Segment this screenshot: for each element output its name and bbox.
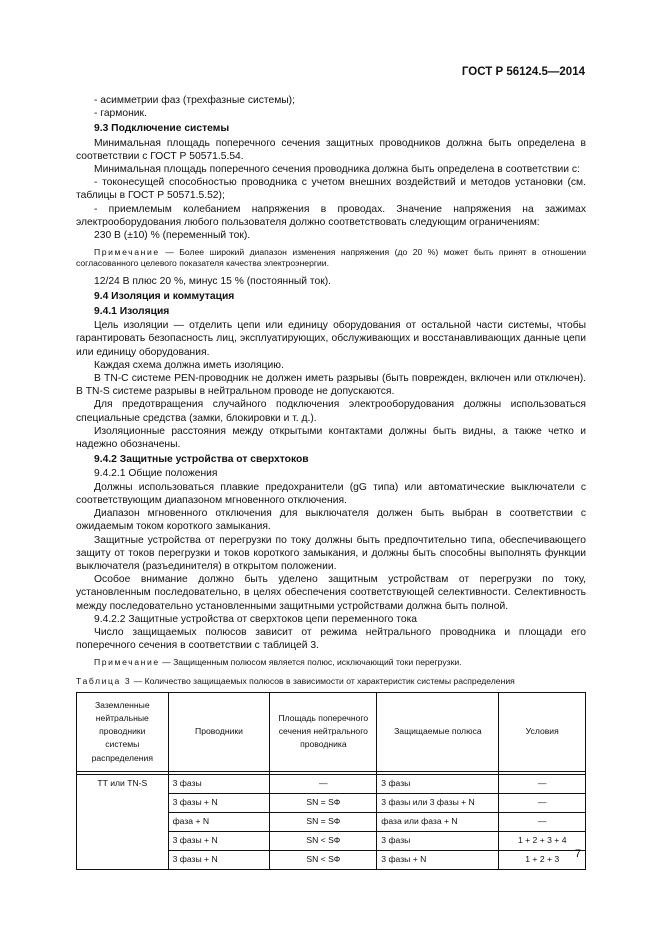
list-item: - гармоник. bbox=[94, 108, 147, 120]
cell: — bbox=[499, 774, 586, 793]
cell: — bbox=[270, 774, 377, 793]
group-cell: ТТ или TN-S bbox=[77, 774, 169, 869]
note bbox=[76, 657, 586, 668]
page-number: 7 bbox=[574, 848, 581, 860]
cell: 3 фазы bbox=[377, 831, 499, 850]
table-header-row bbox=[77, 692, 586, 771]
paragraph: 12/24 В плюс 20 %, минус 15 % (постоянный ток). bbox=[94, 275, 332, 287]
paragraph: Каждая схема должна иметь изоляцию. bbox=[94, 359, 284, 371]
note-label: Примечание bbox=[94, 247, 160, 258]
paragraph: Для предотвращения случайного подключения электрооборудования должны использоваться специальные средства (замки, блокировки и т. д.). bbox=[76, 399, 586, 424]
subsection-heading: 9.4.2 Защитные устройства от сверхтоков bbox=[94, 454, 309, 466]
note-label: Примечание bbox=[94, 657, 160, 668]
list-item: - асимметрии фаз (трехфазные системы); bbox=[94, 95, 295, 106]
document-header: ГОСТ Р 56124.5—2014 bbox=[461, 66, 585, 78]
paragraph: Минимальная площадь поперечного сечения проводника должна быть определена в соответствии с: bbox=[94, 164, 580, 176]
paragraph: 230 В (±10) % (переменный ток). bbox=[94, 230, 251, 242]
cell: 3 фазы или 3 фазы + N bbox=[377, 793, 499, 812]
table-label: Таблица 3 bbox=[76, 675, 132, 686]
table-row bbox=[77, 774, 586, 793]
cell: — bbox=[499, 812, 586, 831]
note bbox=[76, 247, 586, 269]
col-header-section: Площадь поперечного сечения нейтрального проводника bbox=[270, 692, 377, 771]
page-content bbox=[76, 94, 586, 870]
cell: SN = SФ bbox=[270, 812, 377, 831]
section-heading: 9.3 Подключение системы bbox=[94, 123, 230, 135]
paragraph: Диапазон мгновенного отключения для выключателя должен быть выбран в соответствии с ожидаемым током короткого замыкания. bbox=[76, 508, 586, 533]
note-text: — Более широкий диапазон изменения напряжения (до 20 %) может быть принят в отношении согласованного целевого показателя качества электроэнергии. bbox=[76, 247, 586, 269]
col-header-conditions: Условия bbox=[499, 692, 586, 771]
list-item: - токонесущей способностью проводника с учетом внешних воздействий и методов установки (см. таблицы в ГОСТ Р 50571.5.52); bbox=[76, 177, 586, 202]
clause-heading: 9.4.2.2 Защитные устройства от сверхтоков цепи переменного тока bbox=[94, 613, 418, 625]
section-heading: 9.4 Изоляция и коммутация bbox=[94, 290, 235, 302]
cell: 3 фазы + N bbox=[377, 850, 499, 869]
note-text: — Защищенным полюсом является полюс, исключающий токи перегрузки. bbox=[159, 657, 462, 668]
cell: 1 + 2 + 3 bbox=[499, 850, 586, 869]
paragraph: Изоляционные расстояния между открытыми контактами должны быть видны, а также четко и надежно обозначены. bbox=[76, 425, 586, 451]
cell: SN < SФ bbox=[270, 850, 377, 869]
cell: фаза или фаза + N bbox=[377, 812, 499, 831]
paragraph: Особое внимание должно быть уделено защитным устройствам от перегрузки по току, установленным последовательно, в целях обеспечения соответствующей селективности. Селективность между последовательно установленными защитными устройствами должна быть полной. bbox=[76, 574, 586, 612]
cell: SN = SФ bbox=[270, 793, 377, 812]
cell: 1 + 2 + 3 + 4 bbox=[499, 831, 586, 850]
paragraph: Минимальная площадь поперечного сечения защитных проводников должна быть определена в соответствии с ГОСТ Р 50571.5.54. bbox=[76, 137, 586, 162]
cell: 3 фазы bbox=[377, 774, 499, 793]
cell: 3 фазы bbox=[168, 774, 270, 793]
col-header-neutral: Заземленные нейтральные проводники системы распределения bbox=[77, 692, 169, 771]
cell: 3 фазы + N bbox=[168, 831, 270, 850]
paragraph: В TN-С системе PEN-проводник не должен иметь разрывы (быть поврежден, включен или отключен). В TN-S системе разрывы в нейтральном проводе не допускаются. bbox=[76, 373, 586, 398]
table-caption-text: — Количество защищаемых полюсов в зависимости от характеристик системы распределения bbox=[131, 675, 515, 686]
col-header-poles: Защищаемые полюса bbox=[377, 692, 499, 771]
clause-heading: 9.4.2.1 Общие положения bbox=[94, 468, 218, 480]
paragraph: Число защищаемых полюсов зависит от режима нейтрального проводника и площади его поперечного сечения в соответствии с таблицей 3. bbox=[76, 626, 586, 652]
col-header-conductors: Проводники bbox=[168, 692, 270, 771]
list-item: - приемлемым колебанием напряжения в проводах. Значение напряжения на зажимах электрооборудования любого пользователя должно соответствовать следующим ограничениям: bbox=[76, 203, 586, 228]
cell: 3 фазы + N bbox=[168, 793, 270, 812]
cell: — bbox=[499, 793, 586, 812]
cell: фаза + N bbox=[168, 812, 270, 831]
table-caption bbox=[76, 675, 586, 688]
poles-table bbox=[76, 692, 586, 870]
paragraph: Защитные устройства от перегрузки по току должны быть предпочтительно типа, обеспечивающего защиту от токов перегрузки и токов короткого замыкания, и должны быть способны выполнять функции выключателя (разъединителя) в открытом положении. bbox=[76, 534, 586, 572]
cell: 3 фазы + N bbox=[168, 850, 270, 869]
cell: SN < SФ bbox=[270, 831, 377, 850]
paragraph: Цель изоляции — отделить цепи или единицу оборудования от остальной части системы, чтобы гарантировать безопасность лиц, эксплуатирующих, обслуживающих и восстанавливающих данные цепи или единицу оборудования. bbox=[76, 320, 586, 358]
subsection-heading: 9.4.1 Изоляция bbox=[94, 306, 170, 318]
paragraph: Должны использоваться плавкие предохранители (gG типа) или автоматические выключатели с соответствующим диапазоном мгновенного отключения. bbox=[76, 481, 586, 506]
